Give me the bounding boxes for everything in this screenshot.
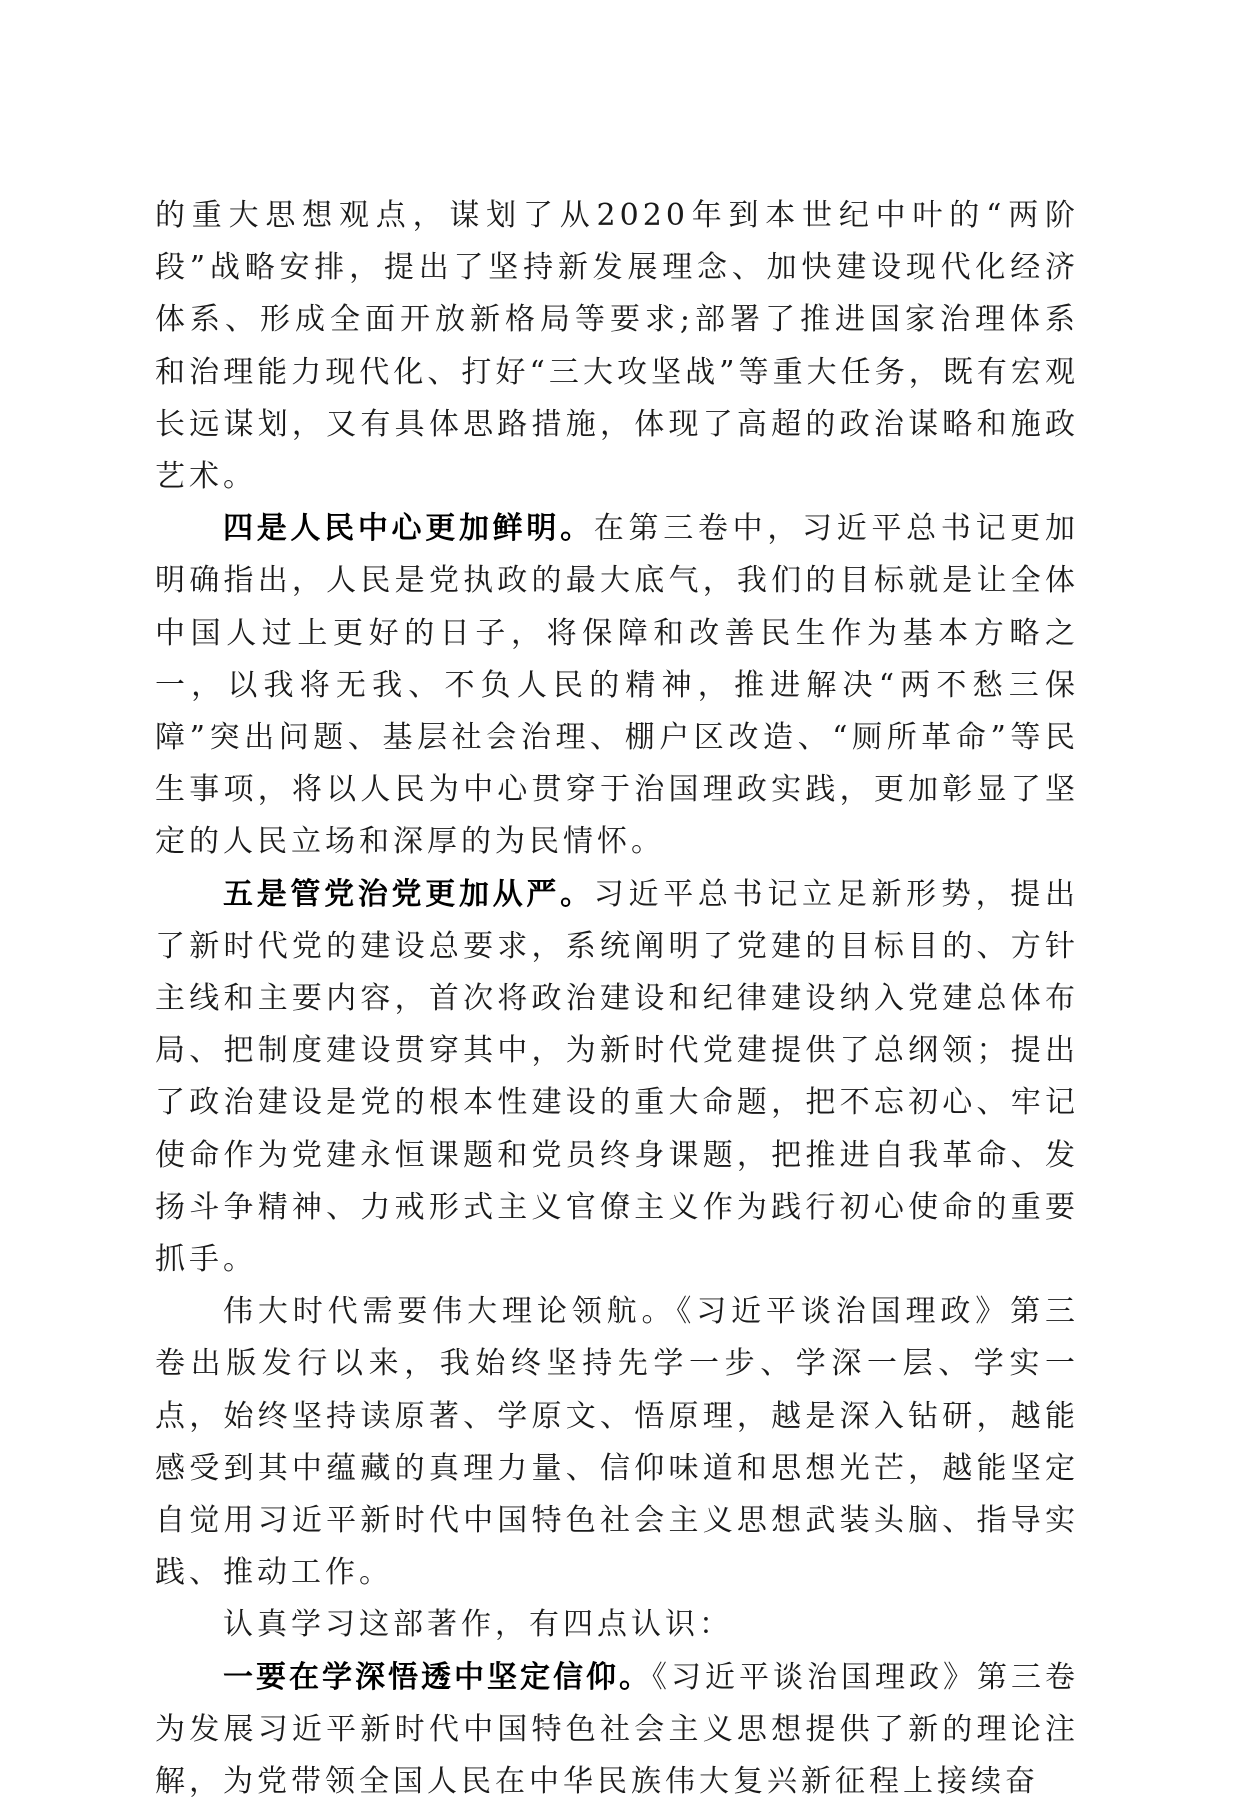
paragraph-lead: 五是管党治党更加从严。 <box>223 876 594 912</box>
paragraph-lead: 四是人民中心更加鲜明。 <box>223 511 594 547</box>
paragraph-party-governance <box>155 869 1079 1287</box>
paragraph-continued <box>155 190 1079 503</box>
paragraph-text: 伟大时代需要伟大理论领航。《习近平谈治国理政》第三卷出版发行以来，我始终坚持先学一步、学深一层、学实一点，始终坚持读原著、学原文、悟原理，越是深入钻研，越能感受到其中蕴藏的真理力量、信仰味道和思想光芒，越能坚定自觉用习近平新时代中国特色社会主义思想武装头脑、指导实践、推动工作。 <box>155 1294 1079 1591</box>
paragraph-firm-belief <box>155 1652 1079 1808</box>
paragraph-text: 在第三卷中，习近平总书记更加明确指出，人民是党执政的最大底气，我们的目标就是让全体中国人过上更好的日子，将保障和改善民生作为基本方略之一，以我将无我、不负人民的精神，推进解决“两不愁三保障”突出问题、基层社会治理、棚户区改造、“厕所革命”等民生事项，将以人民为中心贯穿于治国理政实践，更加彰显了坚定的人民立场和深厚的为民情怀。 <box>155 511 1080 860</box>
paragraph-four-points <box>155 1599 1079 1651</box>
paragraph-great-era <box>155 1286 1079 1599</box>
paragraph-text: 习近平总书记立足新形势，提出了新时代党的建设总要求，系统阐明了党建的目标目的、方针主线和主要内容，首次将政治建设和纪律建设纳入党建总体布局、把制度建设贯穿其中，为新时代党建提供了总纲领；提出了政治建设是党的根本性建设的重大命题，把不忘初心、牢记使命作为党建永恒课题和党员终身课题，把推进自我革命、发扬斗争精神、力戒形式主义官僚主义作为践行初心使命的重要抓手。 <box>155 876 1080 1278</box>
paragraph-text: 《习近平谈治国理政》第三卷为发展习近平新时代中国特色社会主义思想提供了新的理论注解，为党带领全国人民在中华民族伟大复兴新征程上接续奋 <box>155 1659 1079 1800</box>
document-body <box>155 190 1079 1808</box>
paragraph-text: 认真学习这部著作，有四点认识： <box>223 1607 733 1643</box>
paragraph-text: 的重大思想观点，谋划了从2020年到本世纪中叶的“两阶段”战略安排，提出了坚持新发展理念、加快建设现代化经济体系、形成全面开放新格局等要求;部署了推进国家治理体系和治理能力现代化、打好“三大攻坚战”等重大任务，既有宏观长远谋划，又有具体思路措施，体现了高超的政治谋略和施政艺术。 <box>155 198 1079 495</box>
paragraph-people-centered <box>155 503 1079 868</box>
paragraph-lead: 一要在学深悟透中坚定信仰。 <box>223 1659 652 1695</box>
